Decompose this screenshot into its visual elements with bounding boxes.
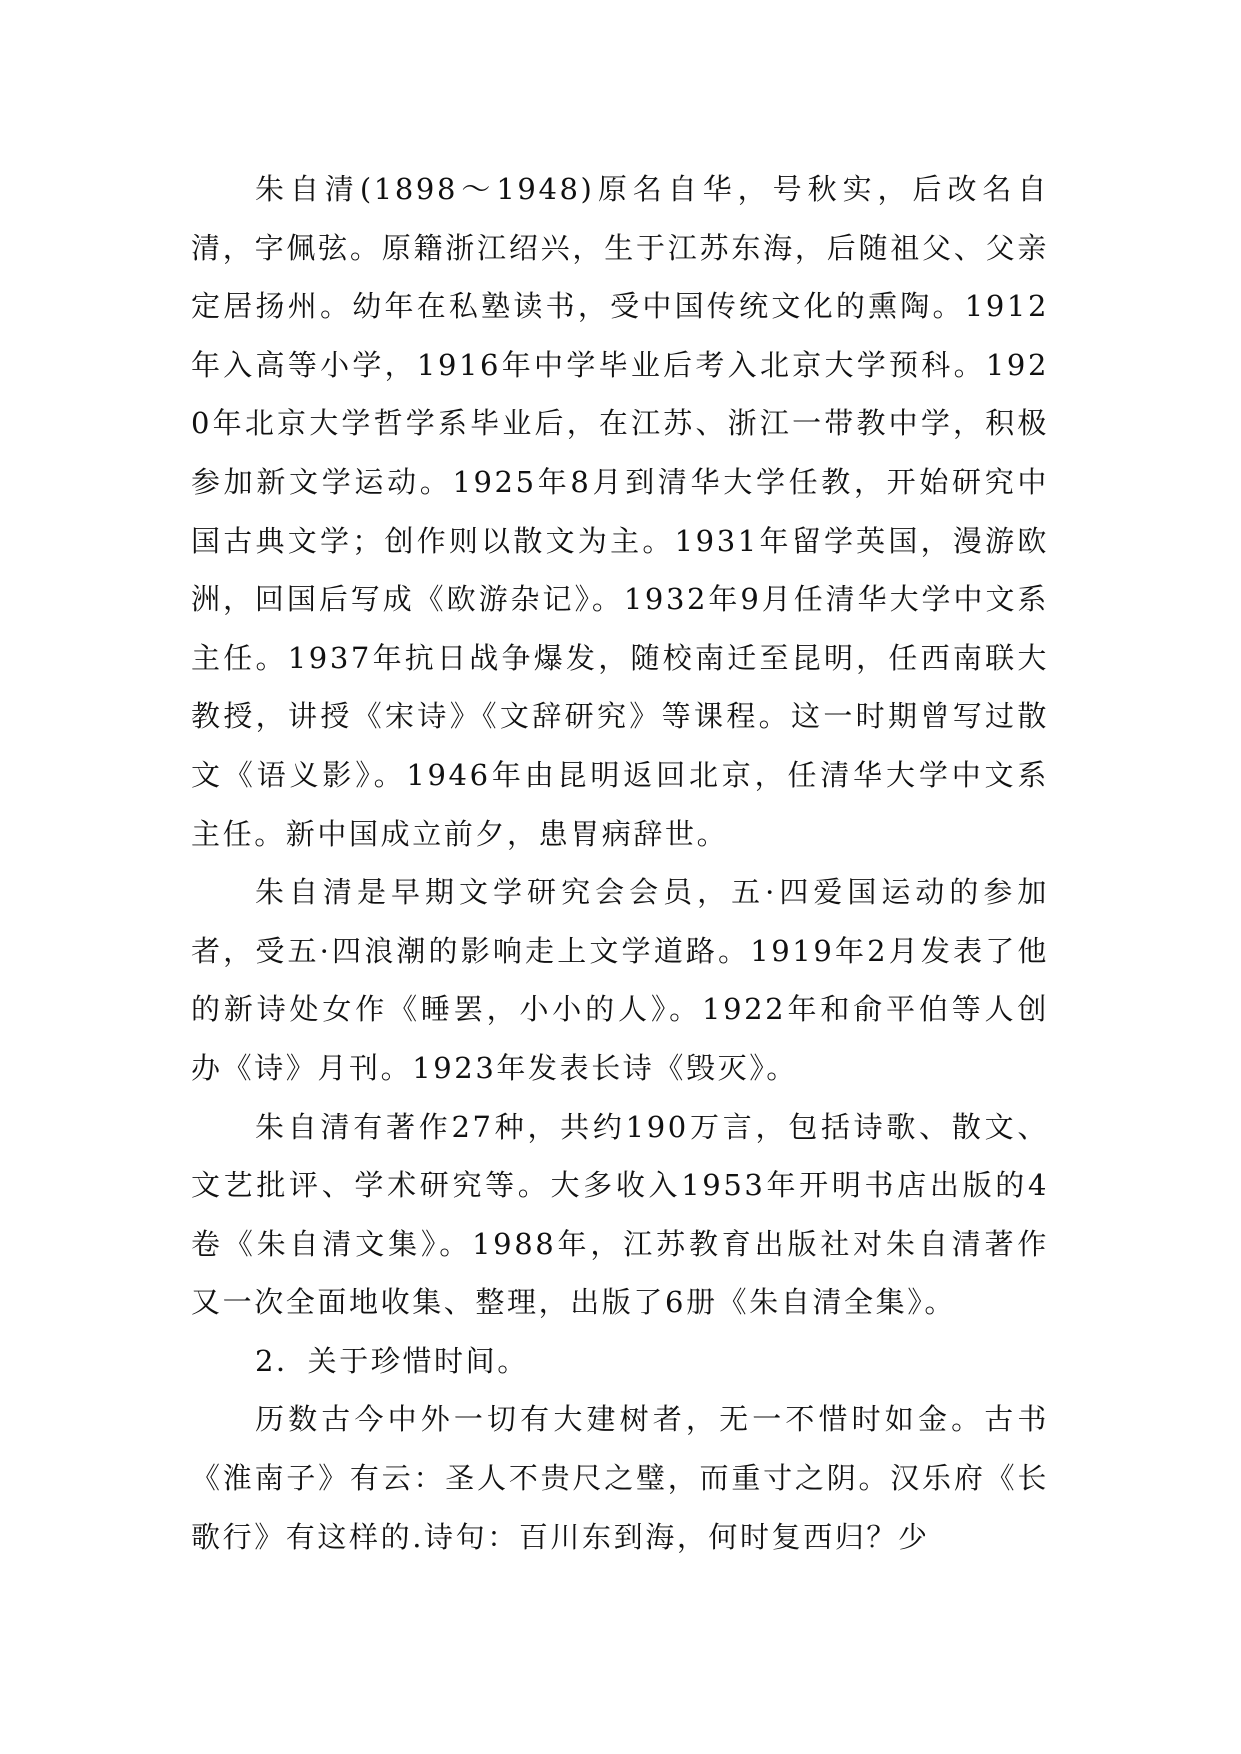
- document-body: [191, 160, 1049, 1566]
- section-heading-cherish-time: 2．关于珍惜时间。: [255, 1343, 529, 1378]
- paragraph-cherish-time: 历数古今中外一切有大建树者，无一不惜时如金。古书《淮南子》有云：圣人不贵尺之璧，而重寸之阴。汉乐府《长歌行》有这样的.诗句：百川东到海，何时复西归？少: [191, 1402, 1049, 1554]
- paragraph-literary-career: 朱自清是早期文学研究会会员，五·四爱国运动的参加者，受五·四浪潮的影响走上文学道路。1919年2月发表了他的新诗处女作《睡罢，小小的人》。1922年和俞平伯等人创办《诗》月刊。1923年发表长诗《毁灭》。: [191, 875, 1049, 1085]
- paragraph-works: 朱自清有著作27种，共约190万言，包括诗歌、散文、文艺批评、学术研究等。大多收入1953年开明书店出版的4卷《朱自清文集》。1988年，江苏教育出版社对朱自清著作又一次全面地收集、整理，出版了6册《朱自清全集》。: [191, 1109, 1049, 1320]
- paragraph-biography: 朱自清(1898～1948)原名自华，号秋实，后改名自清，字佩弦。原籍浙江绍兴，生于江苏东海，后随祖父、父亲定居扬州。幼年在私塾读书，受中国传统文化的熏陶。1912年入高等小学，1916年中学毕业后考入北京大学预科。1920年北京大学哲学系毕业后，在江苏、浙江一带教中学，积极参加新文学运动。1925年8月到清华大学任教，开始研究中国古典文学；创作则以散文为主。1931年留学英国，漫游欧洲，回国后写成《欧游杂记》。1932年9月任清华大学中文系主任。1937年抗日战争爆发，随校南迁至昆明，任西南联大教授，讲授《宋诗》《文辞研究》等课程。这一时期曾写过散文《语义影》。1946年由昆明返回北京，任清华大学中文系主任。新中国成立前夕，患胃病辞世。: [191, 172, 1049, 851]
